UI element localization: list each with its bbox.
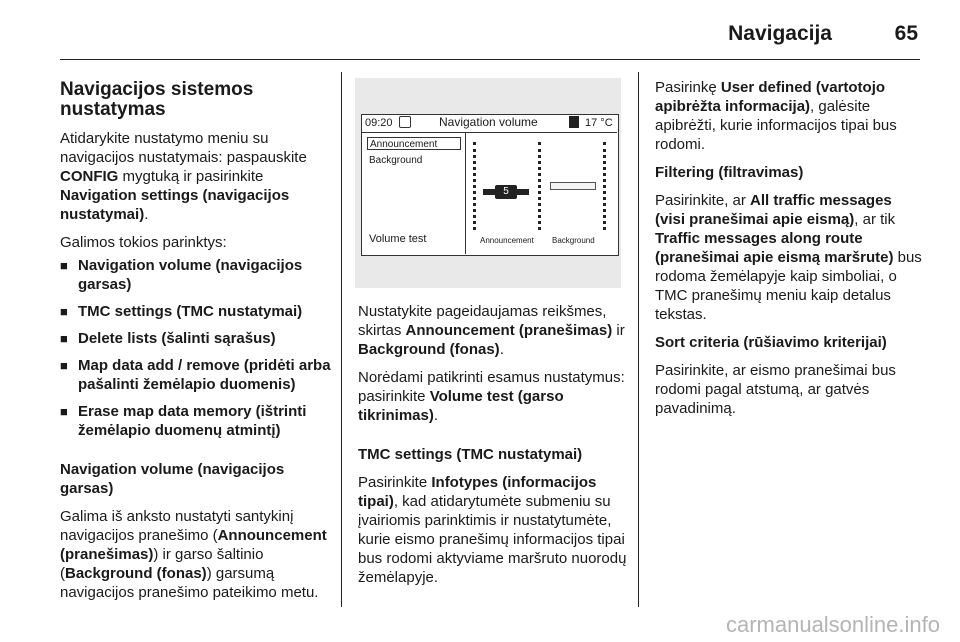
nav-volume-paragraph: Galima iš anksto nustatyti santykinį navigacijos pranešimo (Announcement (pranešimas)) ir garso šaltinio (Background (fonas)) garsumą navigacijos pranešimo pateikimo metu. — [60, 508, 327, 601]
user-defined-paragraph: Pasirinkę User defined (vartotojo apibrėžta informacija), galėsite apibrėžti, kurie informacijos tipai bus rodomi. — [655, 79, 897, 153]
list-item: ■ TMC settings (TMC nustatymai) — [60, 302, 332, 321]
watermark: carmanualsonline.info — [725, 612, 940, 637]
options-intro: Galimos tokios parinktys: — [60, 234, 227, 251]
navigation-volume-screen-illustration — [355, 78, 621, 288]
screen-menu — [361, 133, 466, 254]
list-item: ■ Navigation volume (navigacijos garsas) — [60, 256, 332, 294]
values-paragraph: Nustatykite pageidaujamas reikšmes, skirtas Announcement (pranešimas) ir Background (fonas). — [358, 303, 625, 358]
column-divider-2 — [638, 72, 639, 607]
screen-status-bar — [361, 114, 617, 133]
screen-volume-test[interactable]: Volume test — [369, 233, 427, 245]
intro-paragraph: Atidarykite nustatymo meniu su navigacijos nustatymais: paspauskite CONFIG mygtuką ir pasirinkite Navigation settings (navigacijos nustatymai). — [60, 130, 307, 223]
volume-test-paragraph: Norėdami patikrinti esamus nustatymus: pasirinkite Volume test (garso tikrinimas). — [358, 369, 625, 424]
sort-paragraph: Pasirinkite, ar eismo pranešimai bus rodomi pagal atstumą, ar gatvės pavadinimą. — [655, 362, 896, 417]
screen-temperature: 17 °C — [585, 117, 613, 129]
screen-label-announcement: Announcement — [480, 236, 534, 245]
list-item: ■ Erase map data memory (ištrinti žemėlapio duomenų atmintį) — [60, 402, 332, 440]
dotted-scale — [603, 142, 609, 230]
options-list — [60, 256, 332, 440]
screen-time: 09:20 — [365, 117, 393, 129]
column-1 — [60, 80, 332, 611]
screen-menu-item-background[interactable]: Background — [369, 155, 423, 166]
dotted-scale — [538, 142, 544, 230]
section-heading: Navigacijos sistemos nustatymas — [60, 79, 254, 120]
nav-volume-heading: Navigation volume (navigacijos garsas) — [60, 461, 285, 497]
screen-music-icon — [569, 116, 579, 128]
screen-title: Navigation volume — [439, 115, 538, 129]
dotted-scale — [473, 142, 479, 230]
page-number: 65 — [894, 22, 918, 45]
column-2 — [358, 302, 628, 596]
sort-heading: Sort criteria (rūšiavimo kriterijai) — [655, 334, 887, 351]
header-rule — [60, 59, 920, 60]
screen-label-background: Background — [552, 236, 595, 245]
background-slider-bar[interactable] — [550, 182, 596, 190]
screen-clock-icon — [399, 116, 411, 128]
screen-menu-item-announcement[interactable]: Announcement — [367, 137, 461, 150]
tmc-paragraph: Pasirinkite Infotypes (informacijos tipai), kad atidarytumėte submeniu su įvairiomis parinktimis ir nustatytumėte, kurie eismo pranešimų informacijos tipai bus rodomi aktyviame maršruto nuorodų žemėlapyje. — [358, 474, 627, 586]
announcement-slider-handle[interactable]: 5 — [495, 185, 517, 199]
page-header — [60, 18, 920, 60]
page-title: Navigacija — [728, 22, 832, 45]
column-divider-1 — [341, 72, 342, 607]
filtering-heading: Filtering (filtravimas) — [655, 164, 804, 181]
list-item: ■ Map data add / remove (pridėti arba pašalinti žemėlapio duomenis) — [60, 356, 332, 394]
column-3 — [655, 78, 925, 427]
tmc-heading: TMC settings (TMC nustatymai) — [358, 446, 583, 463]
list-item: ■ Delete lists (šalinti sąrašus) — [60, 329, 332, 348]
filtering-paragraph: Pasirinkite, ar All traffic messages (visi pranešimai apie eismą), ar tik Traffic messages along route (pranešimai apie eismą maršrute) bus rodoma žemėlapyje kaip simboliai, o TMC pranešimų meniu kaip detalus tekstas. — [655, 192, 922, 323]
